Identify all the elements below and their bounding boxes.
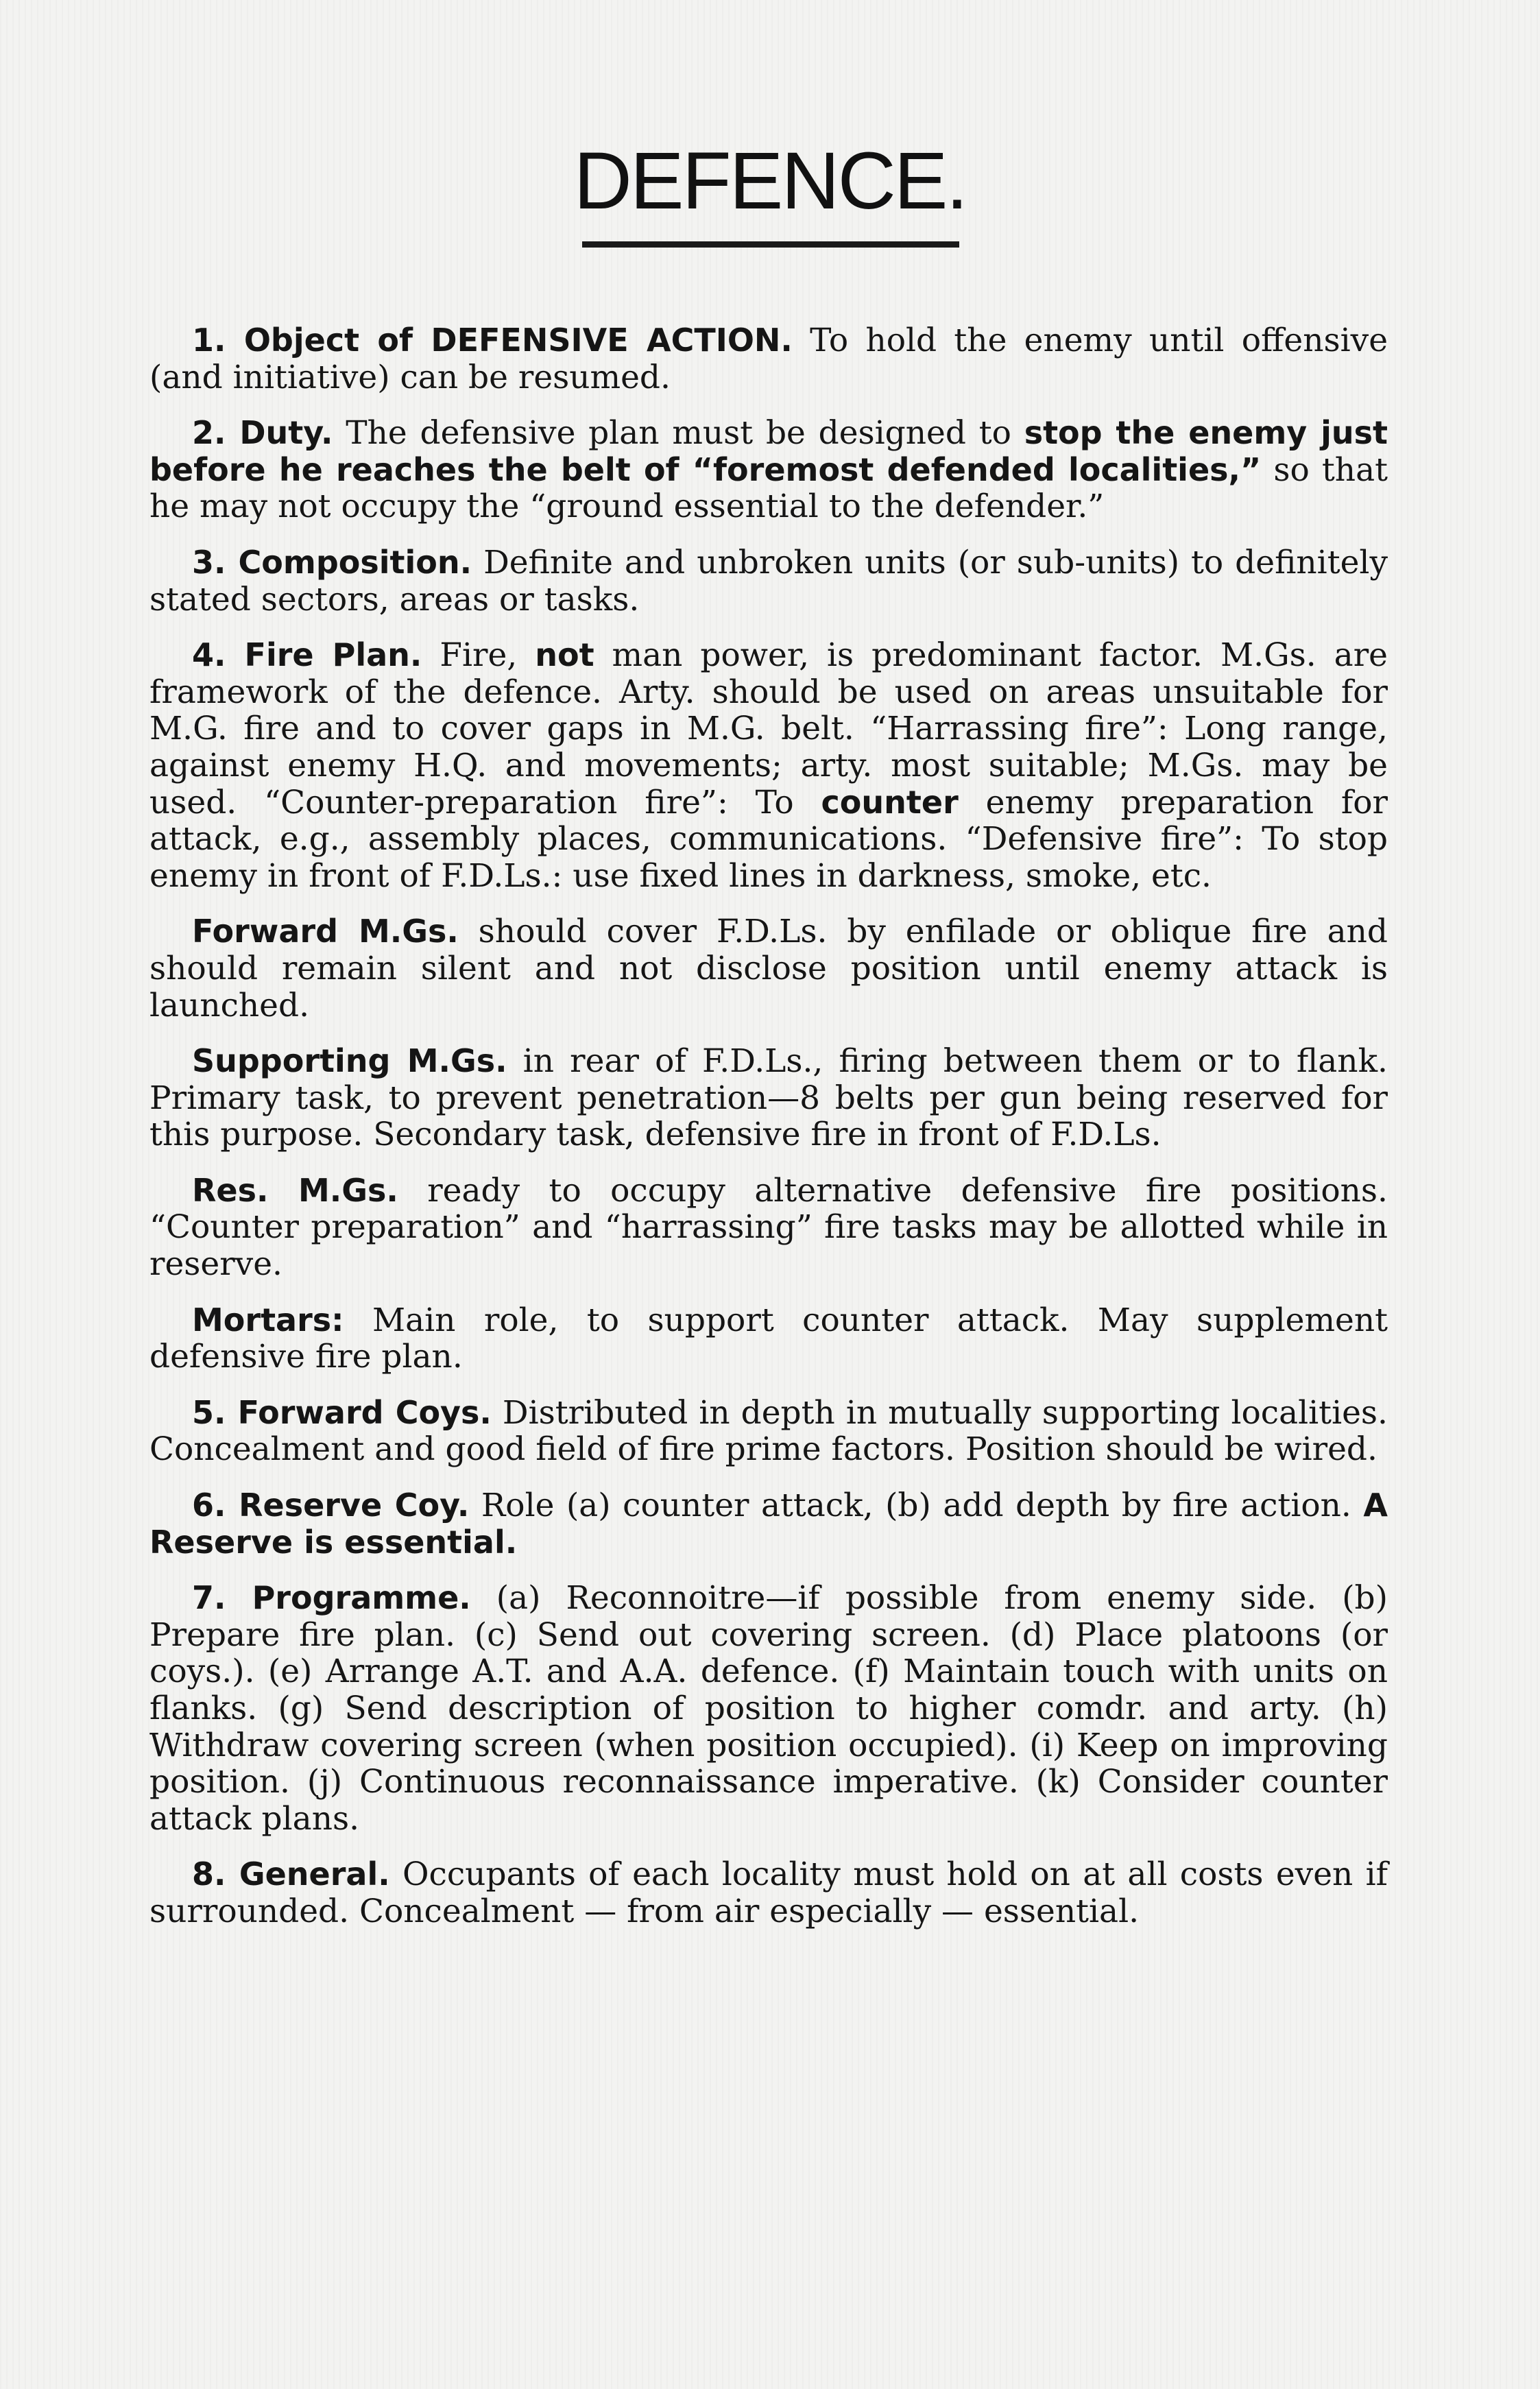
paragraph-text: The defensive plan must be designed to: [333, 414, 1024, 453]
paragraph-text: Occupants of each locality must hold on at all costs even if surrounded. Concealment — from air especially — essential.: [149, 1856, 1388, 1930]
paragraph-text: To hold the enemy until offensive (and initiative) can be resumed.: [149, 322, 1388, 396]
paragraph-text: Main role, to support counter attack. May supplement defensive fire plan.: [149, 1301, 1388, 1376]
title-underline: [582, 241, 959, 248]
paragraph-emphasis: counter: [821, 783, 959, 821]
paragraph-heading: 7. Programme.: [192, 1579, 471, 1617]
paragraph-text: Distributed in depth in mutually supporting localities. Concealment and good field of fire prime factors. Position should be wired.: [149, 1393, 1388, 1469]
paragraph-heading: 6. Reserve Coy.: [192, 1487, 470, 1524]
paragraph-text: man power, is predominant factor. M.Gs. are framework of the defence. Arty. should be used on areas unsuitable for M.G. fire and to cover gaps in M.G. belt. “Harrassing fire”: Long range, against enemy H.Q. and movements; arty. most suitable; M.Gs. may be used. “Counter-preparation fire”: To: [149, 636, 1388, 821]
paragraph-forward-mgs: [149, 913, 1388, 1024]
paragraph-heading: 1. Object of DEFENSIVE ACTION.: [192, 322, 793, 359]
paragraph-heading: Mortars:: [192, 1301, 344, 1338]
paragraph-forward-coys: [149, 1395, 1388, 1468]
paragraph-supporting-mgs: [149, 1043, 1388, 1153]
paragraph-fire-plan: [149, 637, 1388, 894]
paragraph-text: should cover F.D.Ls. by enfilade or oblique fire and should remain silent and not disclose position until enemy attack is launched.: [149, 913, 1388, 1024]
paragraph-emphasis: stop the enemy just before he reaches the belt of “foremost defended localities,”: [149, 414, 1388, 488]
paragraph-programme: [149, 1580, 1388, 1837]
paragraph-reserve-coy: [149, 1487, 1388, 1561]
paragraph-mortars: [149, 1302, 1388, 1376]
paragraph-text: Definite and unbroken units (or sub-units) to definitely stated sectors, areas or tasks.: [149, 543, 1388, 619]
document-body: [149, 322, 1388, 1949]
paragraph-duty: [149, 415, 1388, 525]
paragraph-heading: Res. M.Gs.: [192, 1171, 398, 1209]
paragraph-heading: 2. Duty.: [192, 414, 333, 452]
paragraph-text: Fire,: [422, 636, 536, 675]
paragraph-text: so that he may not occupy the “ground essential to the defender.”: [149, 451, 1388, 526]
paragraph-text: Role (a) counter attack, (b) add depth by fire action.: [469, 1487, 1364, 1525]
paragraph-text: ready to occupy alternative defensive fire positions. “Counter preparation” and “harrassing” fire tasks may be allotted while in reserve.: [149, 1171, 1388, 1284]
paragraph-heading: Forward M.Gs.: [192, 913, 459, 950]
paragraph-heading: 8. General.: [192, 1856, 390, 1893]
paragraph-emphasis: A Reserve is essential.: [149, 1487, 1388, 1561]
paragraph-general: [149, 1856, 1388, 1930]
paragraph-heading: 3. Composition.: [192, 543, 472, 581]
paragraph-emphasis: not: [535, 636, 594, 674]
paragraph-object: [149, 322, 1388, 396]
paragraph-heading: 4. Fire Plan.: [192, 636, 422, 674]
paragraph-heading: 5. Forward Coys.: [192, 1393, 492, 1431]
paragraph-text: (a) Reconnoitre—if possible from enemy side. (b) Prepare fire plan. (c) Send out covering screen. (d) Place platoons (or coys.). (e) Arrange A.T. and A.A. defence. (f) Maintain touch with units on flanks. (g) Send description of position to higher comdr. and arty. (h) Withdraw covering screen (when position occupied). (i) Keep on improving position. (j) Continuous reconnaissance imperative. (k) Consider counter attack plans.: [149, 1579, 1388, 1838]
paragraph-heading: Supporting M.Gs.: [192, 1042, 507, 1080]
paragraph-composition: [149, 544, 1388, 618]
page-title: DEFENCE.: [573, 136, 967, 226]
paragraph-res-mgs: [149, 1173, 1388, 1283]
paragraph-text: in rear of F.D.Ls., firing between them or to flank. Primary task, to prevent penetration—8 belts per gun being reserved for this purpose. Secondary task, defensive fire in front of F.D.Ls.: [149, 1042, 1388, 1154]
paragraph-text: enemy preparation for attack, e.g., assembly places, communications. “Defensive fire”: To stop enemy in front of F.D.Ls.: use fixed lines in darkness, smoke, etc.: [149, 783, 1388, 895]
